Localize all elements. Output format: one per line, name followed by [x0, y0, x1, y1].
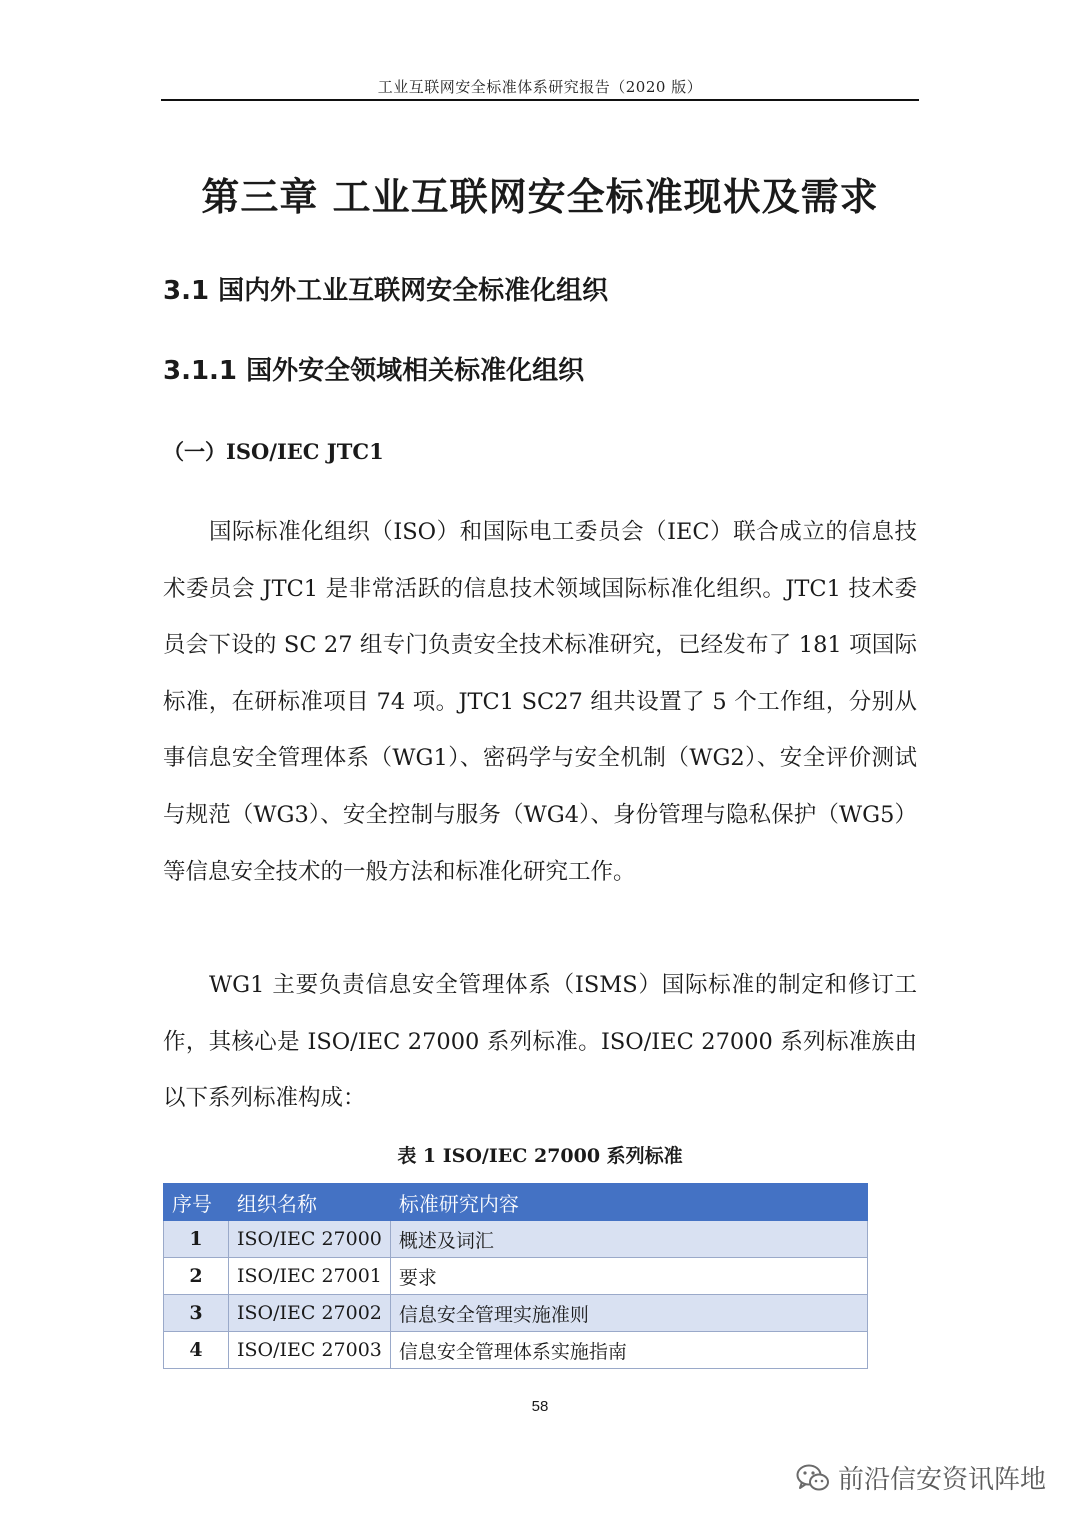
cell-org: ISO/IEC 27003: [229, 1332, 391, 1369]
table-row: [164, 1221, 868, 1258]
header-cell-org: 组织名称: [229, 1184, 391, 1221]
watermark-text: 前沿信安资讯阵地: [837, 1465, 1046, 1495]
cell-org: ISO/IEC 27001: [229, 1258, 391, 1295]
table-row: [164, 1295, 868, 1332]
cell-org: ISO/IEC 27000: [229, 1221, 391, 1258]
table-caption: 表 1 ISO/IEC 27000 系列标准: [397, 1145, 683, 1167]
paragraph-wg1: WG1 主要负责信息安全管理体系（ISMS）国际标准的制定和修订工作，其核心是 ISO/IEC 27000 系列标准。ISO/IEC 27000 系列标准族由以下系列标准构成：: [163, 972, 917, 1112]
cell-no: 4: [164, 1332, 229, 1369]
cell-org: ISO/IEC 27002: [229, 1295, 391, 1332]
cell-content: 要求: [390, 1258, 867, 1295]
cell-content: 信息安全管理体系实施指南: [390, 1332, 867, 1369]
cell-content: 概述及词汇: [390, 1221, 867, 1258]
iso-27000-table: [163, 1183, 868, 1369]
paragraph-jtc1-intro: 国际标准化组织（ISO）和国际电工委员会（IEC）联合成立的信息技术委员会 JTC1 是非常活跃的信息技术领域国际标准化组织。JTC1 技术委员会下设的 SC 27 组专门负责安全技术标准研究，已经发布了 181 项国际标准，在研标准项目 74 项。JTC1 SC27 组共设置了 5 个工作组，分别从事信息安全管理体系（WG1）、密码学与安全机制（WG2）、安全评价测试与规范（WG3）、安全控制与服务（WG4）、身份管理与隐私保护（WG5）等信息安全技术的一般方法和标准化研究工作。: [163, 519, 917, 885]
subsection-heading-jtc1: （一）ISO/IEC JTC1: [163, 439, 384, 464]
running-header: 工业互联网安全标准体系研究报告（2020 版）: [377, 78, 703, 96]
header-cell-content: 标准研究内容: [390, 1184, 867, 1221]
section-heading-3-1-1: 3.1.1 国外安全领域相关标准化组织: [163, 356, 585, 386]
header-rule: [161, 99, 919, 101]
table-row: [164, 1332, 868, 1369]
cell-no: 1: [164, 1221, 229, 1258]
cell-no: 2: [164, 1258, 229, 1295]
cell-content: 信息安全管理实施准则: [390, 1295, 867, 1332]
table-header-row: [164, 1184, 868, 1221]
section-heading-3-1: 3.1 国内外工业互联网安全标准化组织: [163, 276, 609, 306]
chapter-title: 第三章 工业互联网安全标准现状及需求: [201, 175, 879, 219]
watermark: [796, 1459, 1046, 1496]
table-row: [164, 1258, 868, 1295]
wechat-icon: [796, 1463, 830, 1493]
header-cell-no: 序号: [164, 1184, 229, 1221]
cell-no: 3: [164, 1295, 229, 1332]
page-number: 58: [531, 1398, 549, 1415]
